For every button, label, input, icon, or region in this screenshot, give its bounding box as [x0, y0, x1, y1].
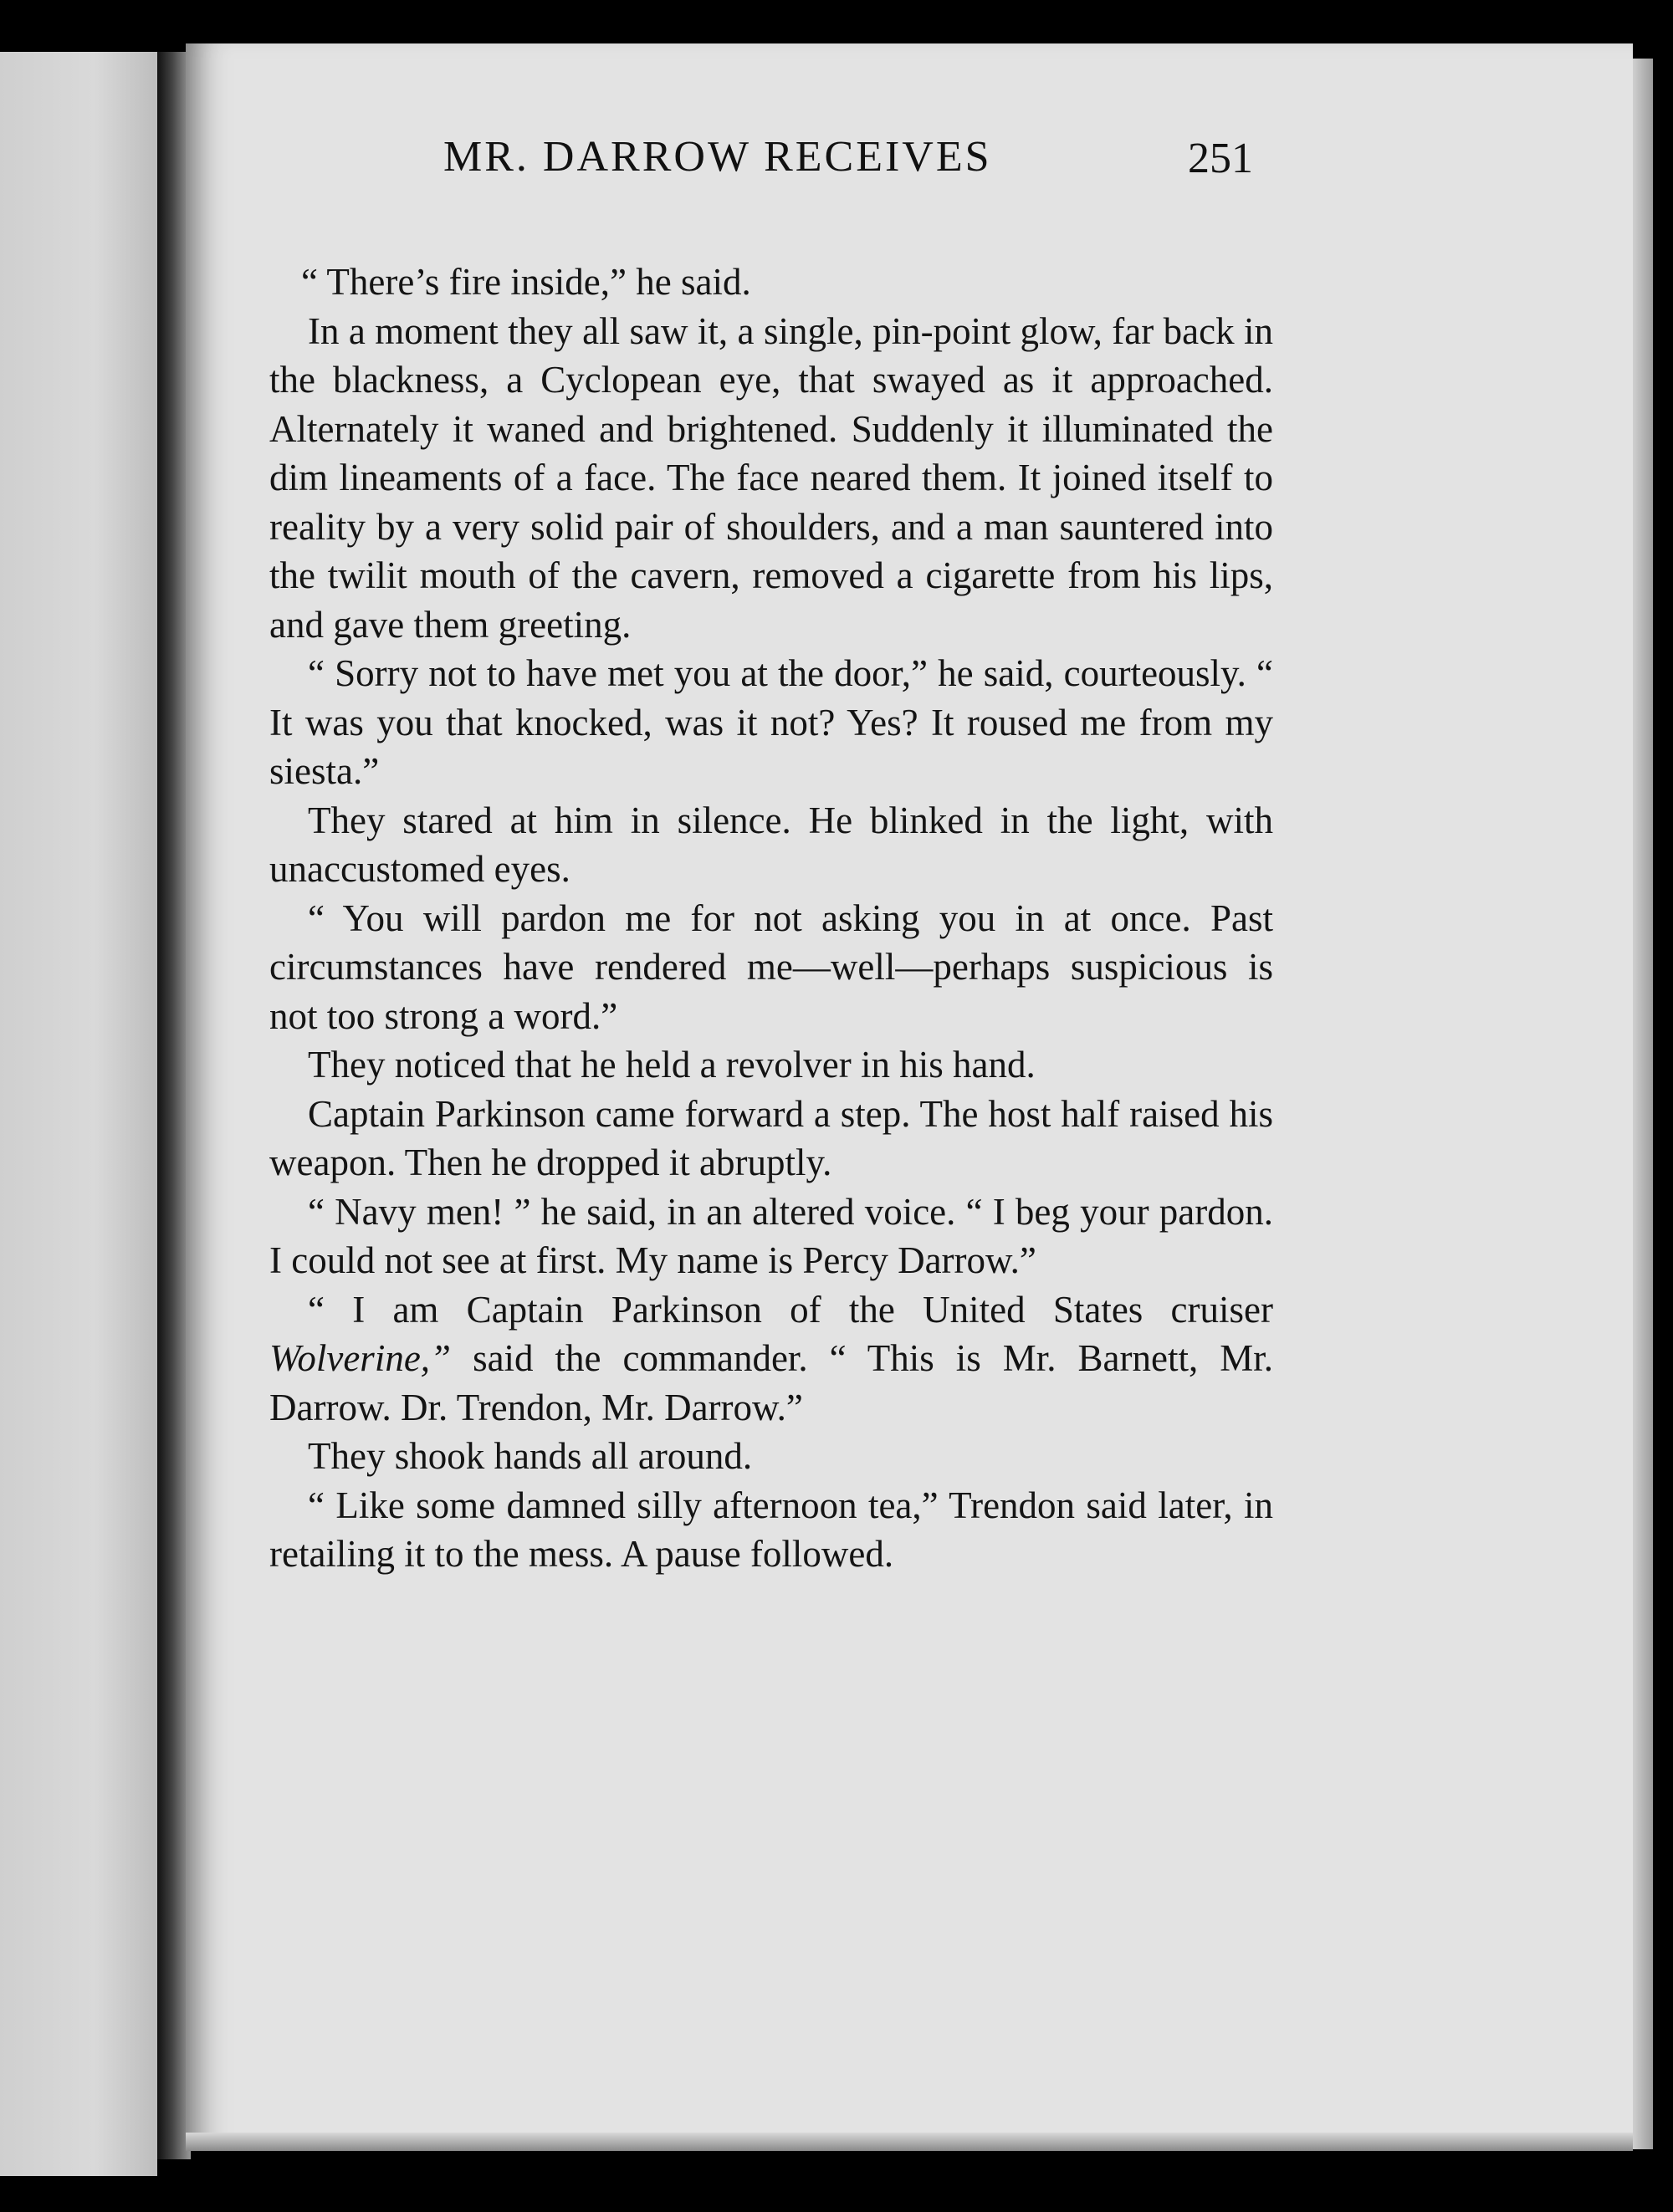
paragraph: “ Sorry not to have met you at the door,” he said, courteously. “ It was you that knocked, was it not? Yes? It roused me from my siesta.” — [269, 652, 1273, 792]
paragraph: They shook hands all around. — [308, 1435, 753, 1477]
left-page-edge — [0, 52, 157, 2176]
paragraph: Captain Parkinson came forward a step. The host half raised his weapon. Then he dropped it abruptly. — [269, 1092, 1273, 1183]
page-bottom-edge — [186, 2133, 1633, 2151]
ship-name: Wolverine,” — [269, 1337, 452, 1379]
body-text — [269, 258, 1273, 1579]
paragraph: They stared at him in silence. He blinked in the light, with unaccustomed eyes. — [269, 799, 1273, 890]
paragraph-with-ship-name — [269, 1285, 1273, 1433]
paragraph-text: “ I am Captain Parkinson of the United States cruiser — [308, 1288, 1273, 1331]
paragraph: “ You will pardon me for not asking you in at once. Past circumstances have rendered me—well—perhaps suspicious is not too strong a word.” — [269, 897, 1273, 1037]
paragraph: They noticed that he held a revolver in his hand. — [308, 1044, 1036, 1086]
paragraph: In a moment they all saw it, a single, pin-point glow, far back in the blackness, a Cyclopean eye, that swayed as it approached. Alternately it waned and brightened. Suddenly it illuminated the dim lineaments of a face. The face neared them. It joined itself to reality by a very solid pair of shoulders, and a man sauntered into the twilit mouth of the cavern, removed a cigarette from his lips, and gave them greeting. — [269, 309, 1273, 646]
paragraph: “ Like some damned silly afternoon tea,” Trendon said later, in retailing it to the mess. A pause followed. — [269, 1484, 1273, 1575]
running-title: MR. DARROW RECEIVES — [443, 133, 992, 181]
paragraph: “ There’s fire inside,” he said. — [301, 261, 751, 303]
paragraph: “ Navy men! ” he said, in an altered voice. “ I beg your pardon. I could not see at first. My name is Percy Darrow.” — [269, 1190, 1273, 1281]
page-number: 251 — [1188, 135, 1253, 182]
page-right-edge — [1633, 59, 1653, 2149]
paragraph-text: said the commander. “ This is Mr. Barnett, Mr. Darrow. Dr. Trendon, Mr. Darrow.” — [269, 1337, 1273, 1428]
running-head — [251, 132, 1271, 199]
